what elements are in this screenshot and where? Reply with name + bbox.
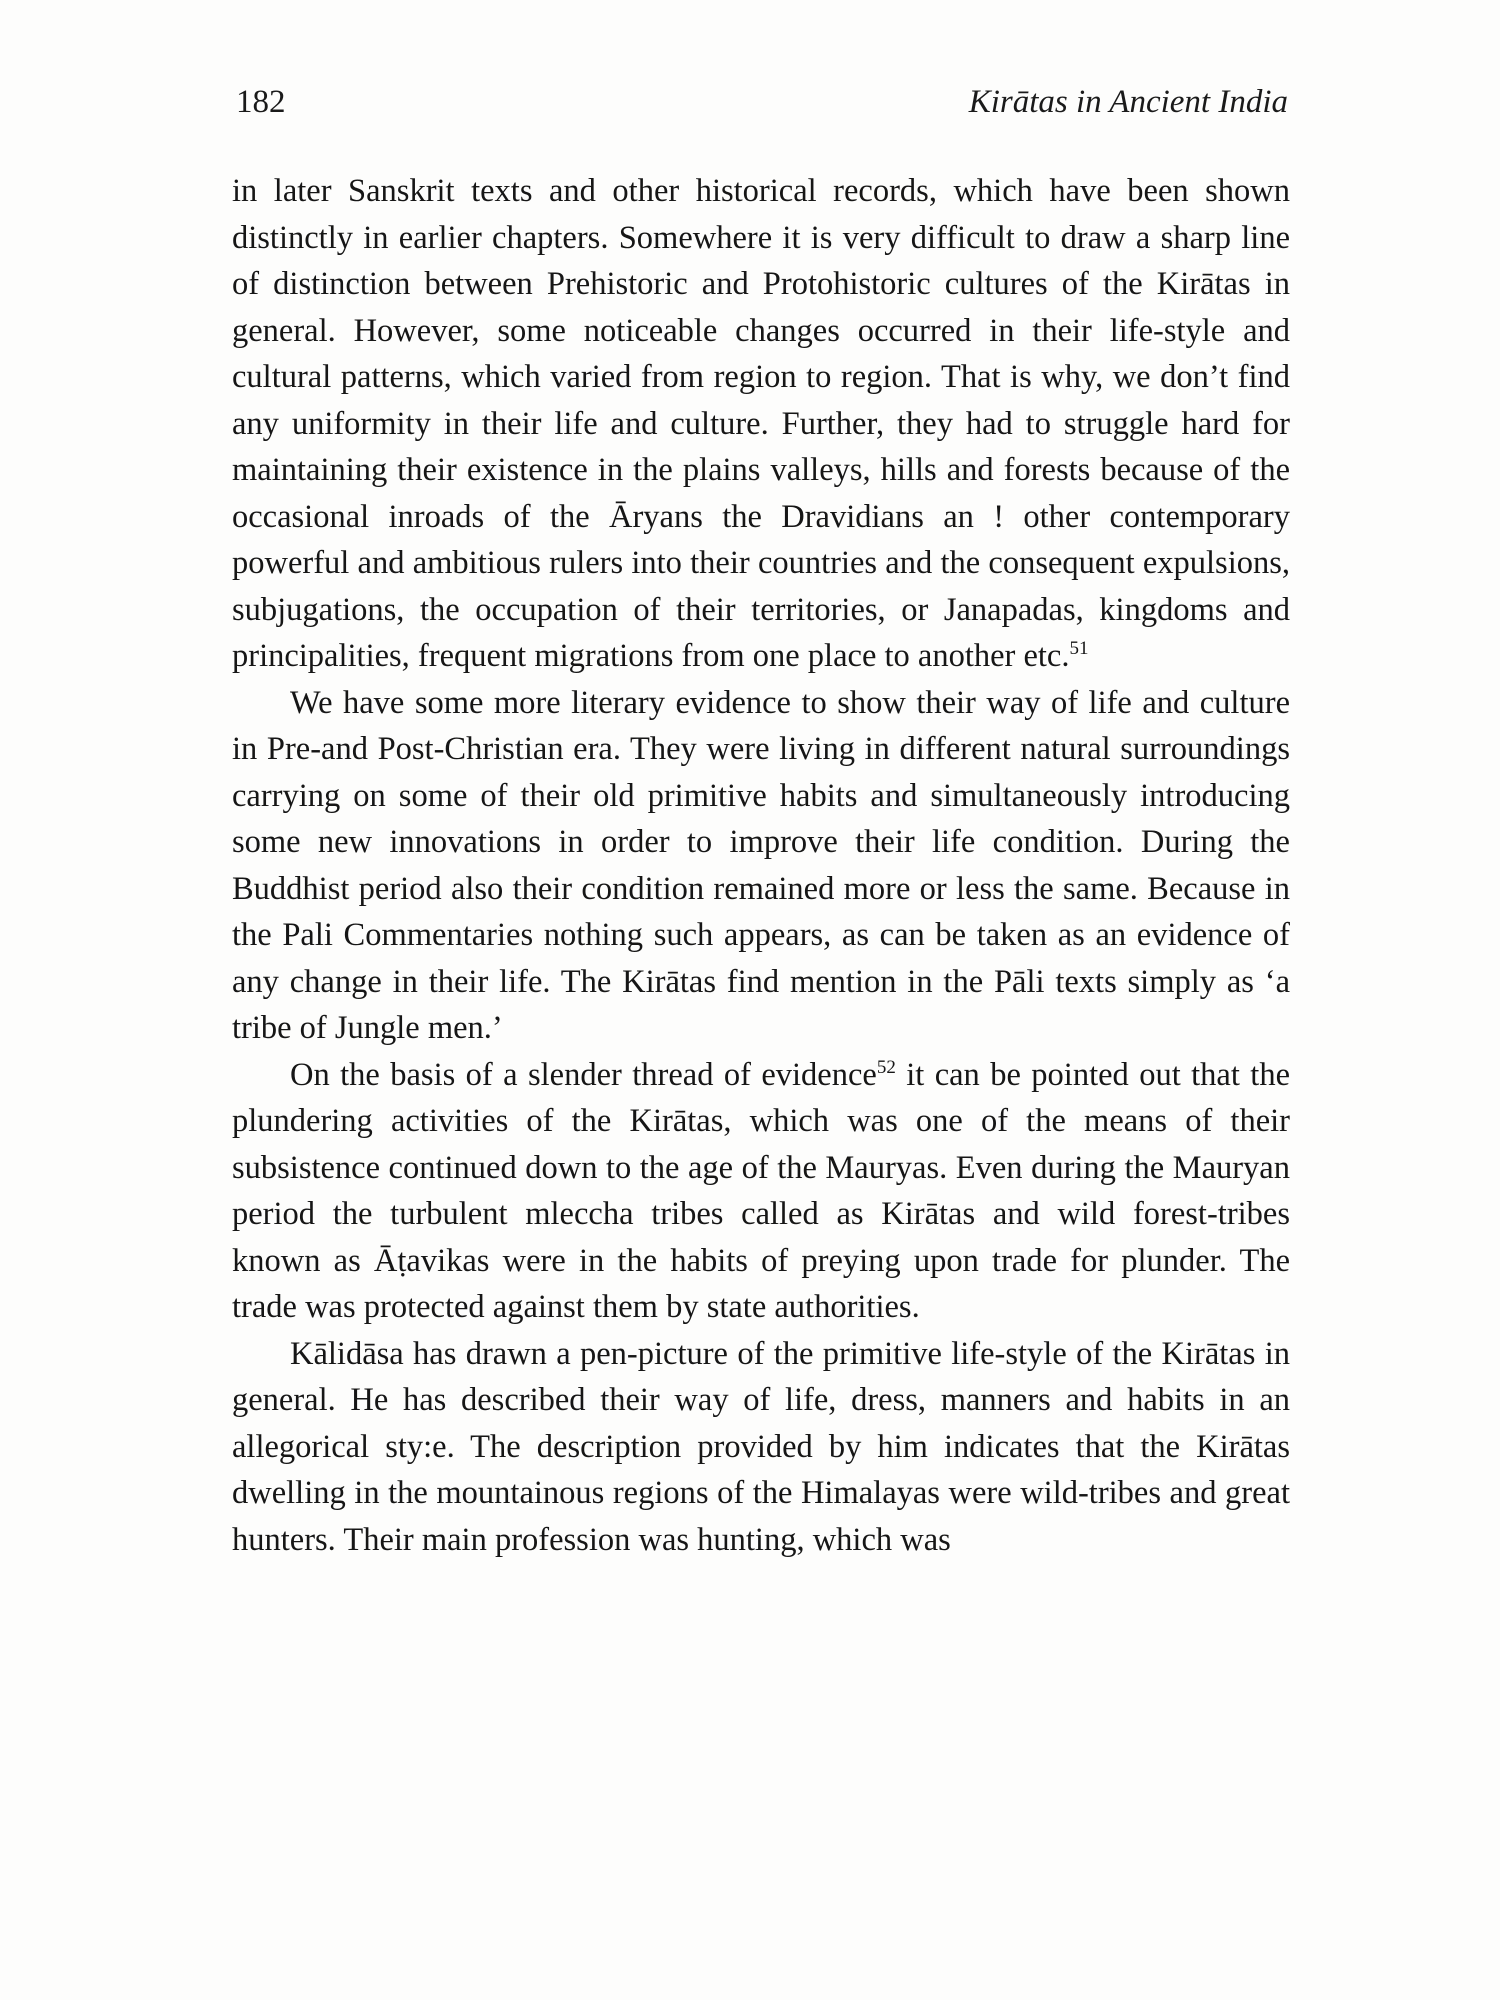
paragraph-2-text: We have some more literary evidence to show their way of life and culture in Pre-and Post-Christian era. They were living in different natural surroundings carrying on some of their old primitive habits and simultaneously introducing some new innovations in order to improve their life condition. During the Buddhist period also their condition remained more or less the same. Because in the Pali Commentaries nothing such appears, as can be taken as an evidence of any change in their life. The Kirātas find mention in the Pāli texts simply as ‘a tribe of Jungle men.’ (232, 684, 1290, 1046)
paragraph-3-text-after: it can be pointed out that the plundering activities of the Kirātas, which was one of the means of their subsistence continued down to the age of the Mauryas. Even during the Mauryan period the turbulent mleccha tribes called as Kirātas and wild forest-tribes known as Āṭavikas were in the habits of preying upon trade for plunder. The trade was protected against them by state authorities. (232, 1056, 1290, 1325)
paragraph-3 (232, 1052, 1290, 1331)
running-title: Kirātas in Ancient India (968, 84, 1288, 120)
page-number: 182 (236, 84, 286, 120)
paragraph-1 (232, 168, 1290, 680)
paragraph-1-text: in later Sanskrit texts and other historical records, which have been shown distinctly in earlier chapters. Somewhere it is very difficult to draw a sharp line of distinction between Prehistoric and Protohistoric cultures of the Kirātas in general. However, some noticeable changes occurred in their life-style and cultural patterns, which varied from region to region. That is why, we don’t find any uniformity in their life and culture. Further, they had to struggle hard for maintaining their existence in the plains valleys, hills and forests because of the occasional inroads of the Āryans the Dravidians an ! other contemporary powerful and ambitious rulers into their countries and the consequent expulsions, subjugations, the occupation of their territories, or Janapadas, kingdoms and principalities, frequent migrations from one place to another etc. (232, 173, 1290, 674)
footnote-ref-52: 52 (876, 1056, 896, 1078)
paragraph-2 (232, 680, 1290, 1052)
paragraph-3-text-before: On the basis of a slender thread of evidence (290, 1056, 877, 1093)
footnote-ref-51: 51 (1069, 638, 1089, 659)
paragraph-4 (232, 1331, 1290, 1564)
paragraph-4-text: Kālidāsa has drawn a pen-picture of the primitive life-style of the Kirātas in general. He has described their way of life, dress, manners and habits in an allegorical sty:e. The description provided by him indicates that the Kirātas dwelling in the mountainous regions of the Himalayas were wild-tribes and great hunters. Their main profession was hunting, which was (232, 1335, 1290, 1558)
running-head (236, 84, 1288, 132)
body-text (232, 168, 1290, 1563)
